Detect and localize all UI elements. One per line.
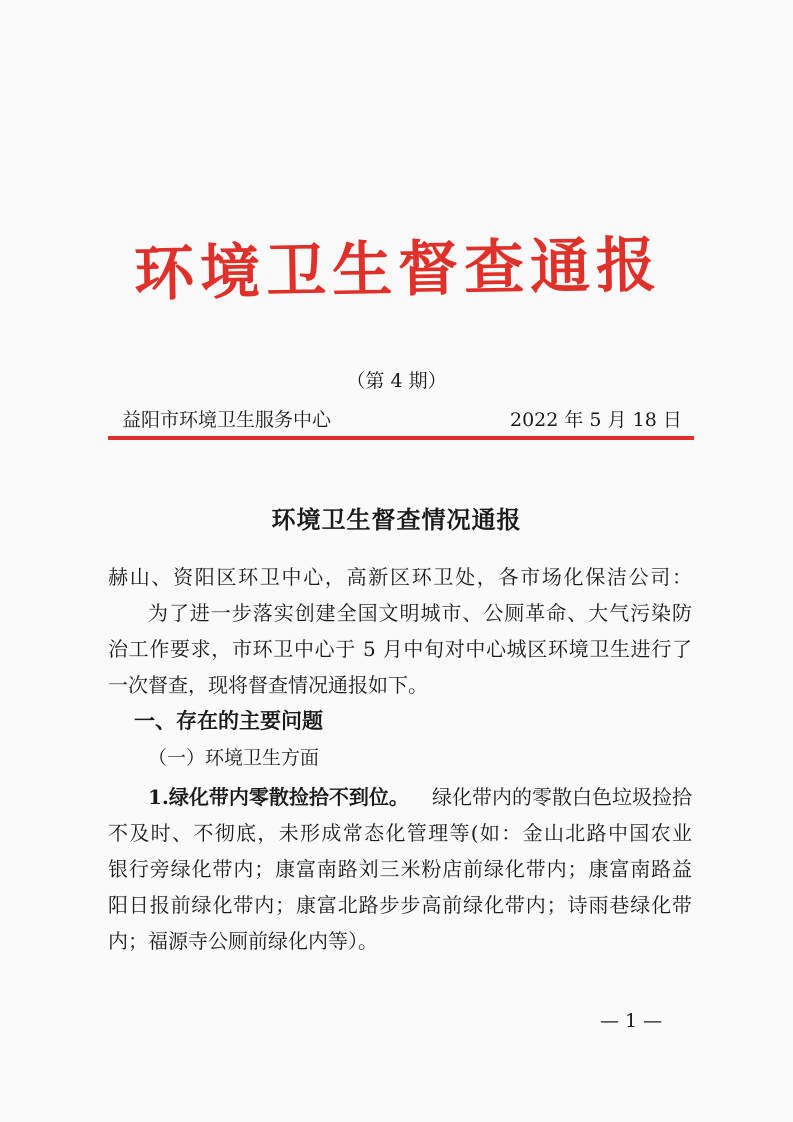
issue-number: （第 4 期） (346, 370, 447, 392)
item-line: 银行旁绿化带内；康富南路刘三米粉店前绿化带内；康富南路益 (108, 857, 692, 881)
item-text: 绿化带内的零散白色垃圾捡拾 (432, 785, 692, 809)
page-number: — 1 — (600, 1010, 663, 1032)
issue-date: 2022 年 5 月 18 日 (510, 409, 682, 431)
recipients: 赫山、资阳区环卫中心，高新区环卫处，各市场化保洁公司： (108, 565, 692, 589)
subsection-heading: （一）环境卫生方面 (148, 747, 320, 769)
item-title: 1.绿化带内零散捡拾不到位。 (148, 785, 409, 809)
intro-line: 一次督查，现将督查情况通报如下。 (108, 673, 428, 697)
item-1-first-line (148, 782, 692, 812)
masthead-title: 环境卫生督查通报 (133, 230, 663, 310)
section-heading: 一、存在的主要问题 (134, 709, 323, 733)
document-headline: 环境卫生督查情况通报 (271, 506, 522, 534)
item-line: 不及时、不彻底，未形成常态化管理等(如：金山北路中国农业 (108, 821, 692, 845)
intro-line: 为了进一步落实创建全国文明城市、公厕革命、大气污染防 (148, 601, 692, 625)
red-divider (108, 436, 694, 440)
issuer: 益阳市环境卫生服务中心 (122, 409, 332, 431)
item-line: 阳日报前绿化带内；康富北路步步高前绿化带内；诗雨巷绿化带 (108, 893, 692, 917)
item-line: 内；福源寺公厕前绿化内等）。 (108, 929, 378, 953)
intro-line: 治工作要求，市环卫中心于 5 月中旬对中心城区环境卫生进行了 (108, 637, 692, 661)
